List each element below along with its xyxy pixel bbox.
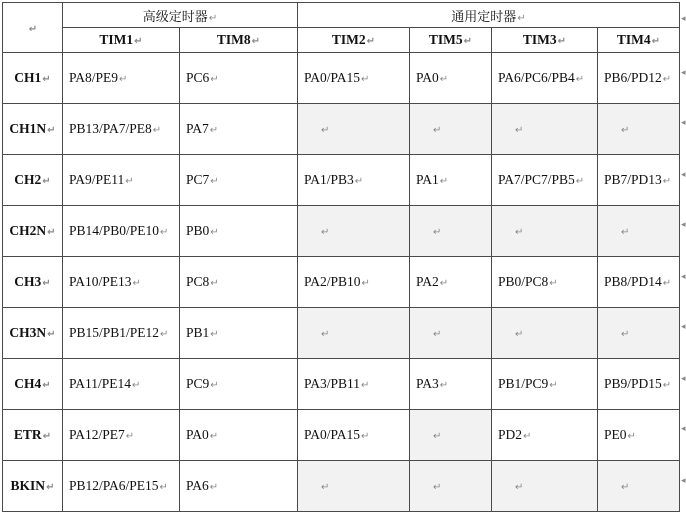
paragraph-mark-icon: ↵ bbox=[439, 74, 449, 85]
paragraph-mark-icon: ↵ bbox=[321, 227, 330, 238]
paragraph-mark-icon: ↵ bbox=[210, 74, 219, 85]
paragraph-mark-icon: ↵ bbox=[125, 176, 134, 187]
group-header bbox=[63, 3, 298, 28]
paragraph-mark-icon: ↵ bbox=[159, 482, 168, 493]
pin-value: PC7 bbox=[186, 172, 210, 187]
paragraph-mark-icon: ↵ bbox=[210, 380, 219, 391]
paragraph-mark-icon: ↵ bbox=[515, 482, 524, 493]
pin-cell bbox=[598, 359, 680, 410]
pin-cell bbox=[63, 257, 180, 308]
pin-value: PB14/PB0/PE10 bbox=[69, 223, 160, 238]
pin-value: PA12/PE7 bbox=[69, 427, 125, 442]
group-header-label: 通用定时器 bbox=[451, 9, 517, 25]
paragraph-mark-icon: ↵ bbox=[152, 125, 162, 136]
pin-value: PA0/PA15 bbox=[304, 427, 361, 442]
pin-cell bbox=[410, 104, 492, 155]
pin-value: PA3/PB11 bbox=[304, 376, 361, 391]
paragraph-mark-icon: ↵ bbox=[433, 431, 442, 442]
pin-cell bbox=[492, 410, 598, 461]
paragraph-mark-icon: ↵ bbox=[621, 329, 630, 340]
pin-cell bbox=[598, 53, 680, 104]
paragraph-mark-icon: ↵ bbox=[132, 278, 141, 289]
paragraph-mark-icon: ↵ bbox=[433, 482, 442, 493]
channel-label-cell bbox=[3, 104, 63, 155]
paragraph-mark-icon: ↵ bbox=[463, 36, 473, 47]
pin-cell bbox=[298, 410, 410, 461]
pin-cell bbox=[598, 155, 680, 206]
pin-cell bbox=[180, 308, 298, 359]
pin-cell bbox=[492, 359, 598, 410]
pin-cell bbox=[598, 308, 680, 359]
channel-label: CH4 bbox=[14, 376, 42, 391]
pin-value: PB0 bbox=[186, 223, 210, 238]
paragraph-mark-icon: ↵ bbox=[47, 329, 56, 340]
channel-label: CH2N bbox=[9, 223, 47, 238]
paragraph-mark-icon: ↵ bbox=[621, 125, 630, 136]
paragraph-mark-icon: ↵ bbox=[321, 329, 330, 340]
timer-header bbox=[410, 28, 492, 53]
pin-cell bbox=[298, 104, 410, 155]
pin-cell bbox=[298, 461, 410, 512]
channel-label-cell bbox=[3, 257, 63, 308]
paragraph-mark-icon: ↵ bbox=[515, 227, 524, 238]
pin-value: PC6 bbox=[186, 70, 210, 85]
channel-label-cell bbox=[3, 410, 63, 461]
pin-cell bbox=[492, 155, 598, 206]
timer-header-label: TIM3 bbox=[522, 32, 557, 47]
paragraph-mark-icon: ↵ bbox=[208, 12, 218, 24]
pin-value: PA2/PB10 bbox=[304, 274, 361, 289]
timer-header bbox=[180, 28, 298, 53]
paragraph-mark-icon: ↵ bbox=[209, 482, 219, 493]
pin-value: PA6/PC6/PB4 bbox=[498, 70, 575, 85]
paragraph-mark-icon: ↵ bbox=[523, 431, 532, 442]
paragraph-mark-icon: ↵ bbox=[251, 36, 261, 47]
paragraph-mark-icon: ↵ bbox=[549, 380, 558, 391]
pin-cell bbox=[492, 257, 598, 308]
paragraph-mark-icon: ↵ bbox=[321, 125, 330, 136]
pin-cell bbox=[180, 410, 298, 461]
paragraph-mark-icon: ↵ bbox=[42, 380, 51, 391]
group-header bbox=[298, 3, 680, 28]
pin-cell bbox=[63, 410, 180, 461]
pin-value: PB13/PA7/PE8 bbox=[69, 121, 152, 136]
row-end-mark-icon: ◂ bbox=[681, 424, 686, 434]
pin-cell bbox=[180, 461, 298, 512]
pin-cell bbox=[410, 359, 492, 410]
pin-value: PA10/PE13 bbox=[69, 274, 132, 289]
table-row bbox=[3, 257, 680, 308]
paragraph-mark-icon: ↵ bbox=[662, 176, 672, 187]
timer-header-label: TIM1 bbox=[99, 32, 134, 47]
paragraph-mark-icon: ↵ bbox=[42, 176, 51, 187]
paragraph-mark-icon: ↵ bbox=[210, 278, 219, 289]
row-end-mark-icon: ◂ bbox=[681, 68, 686, 78]
table-row bbox=[3, 359, 680, 410]
paragraph-mark-icon: ↵ bbox=[132, 380, 141, 391]
paragraph-mark-icon: ↵ bbox=[361, 380, 370, 391]
channel-label: BKIN bbox=[10, 478, 46, 493]
channel-label-cell bbox=[3, 461, 63, 512]
pin-cell bbox=[410, 155, 492, 206]
paragraph-mark-icon: ↵ bbox=[42, 278, 51, 289]
channel-label-cell bbox=[3, 53, 63, 104]
paragraph-mark-icon: ↵ bbox=[517, 12, 526, 24]
channel-label: CH2 bbox=[14, 172, 42, 187]
pin-value: PD2 bbox=[498, 427, 523, 442]
paragraph-mark-icon: ↵ bbox=[439, 380, 449, 391]
pin-value: PA6 bbox=[186, 478, 209, 493]
paragraph-mark-icon: ↵ bbox=[557, 36, 567, 47]
pin-cell bbox=[410, 308, 492, 359]
pin-value: PB0/PC8 bbox=[498, 274, 549, 289]
pin-cell bbox=[492, 104, 598, 155]
pin-cell bbox=[63, 155, 180, 206]
row-end-mark-icon: ◂ bbox=[681, 220, 686, 230]
table-row bbox=[3, 206, 680, 257]
pin-value: PA0 bbox=[416, 70, 439, 85]
paragraph-mark-icon: ↵ bbox=[621, 482, 630, 493]
pin-value: PE0 bbox=[604, 427, 627, 442]
corner-cell bbox=[3, 3, 63, 53]
pin-cell bbox=[180, 53, 298, 104]
paragraph-mark-icon: ↵ bbox=[439, 278, 449, 289]
pin-cell bbox=[598, 104, 680, 155]
pin-value: PB8/PD14 bbox=[604, 274, 662, 289]
timer-pin-table bbox=[2, 2, 680, 512]
paragraph-mark-icon: ↵ bbox=[209, 431, 219, 442]
pin-cell bbox=[63, 461, 180, 512]
pin-cell bbox=[63, 308, 180, 359]
paragraph-mark-icon: ↵ bbox=[210, 329, 219, 340]
table-row bbox=[3, 308, 680, 359]
paragraph-mark-icon: ↵ bbox=[361, 431, 370, 442]
pin-cell bbox=[298, 359, 410, 410]
timer-header bbox=[492, 28, 598, 53]
pin-value: PA0 bbox=[186, 427, 209, 442]
pin-value: PB15/PB1/PE12 bbox=[69, 325, 160, 340]
paragraph-mark-icon: ↵ bbox=[134, 36, 143, 47]
pin-cell bbox=[492, 308, 598, 359]
pin-cell bbox=[180, 104, 298, 155]
pin-value: PA3 bbox=[416, 376, 439, 391]
timer-header-label: TIM5 bbox=[428, 32, 463, 47]
pin-value: PA7/PC7/PB5 bbox=[498, 172, 575, 187]
pin-cell bbox=[410, 53, 492, 104]
paragraph-mark-icon: ↵ bbox=[209, 125, 219, 136]
pin-value: PA0/PA15 bbox=[304, 70, 361, 85]
channel-label: ETR bbox=[13, 427, 42, 442]
pin-value: PA7 bbox=[186, 121, 209, 136]
channel-label: CH3N bbox=[9, 325, 47, 340]
paragraph-mark-icon: ↵ bbox=[515, 329, 524, 340]
paragraph-mark-icon: ↵ bbox=[42, 431, 52, 442]
paragraph-mark-icon: ↵ bbox=[549, 278, 558, 289]
timer-header bbox=[598, 28, 680, 53]
timer-header bbox=[63, 28, 180, 53]
table-row bbox=[3, 53, 680, 104]
timer-header bbox=[298, 28, 410, 53]
pin-cell bbox=[492, 206, 598, 257]
pin-value: PB12/PA6/PE15 bbox=[69, 478, 159, 493]
channel-label: CH1N bbox=[9, 121, 47, 136]
pin-cell bbox=[63, 359, 180, 410]
pin-value: PA8/PE9 bbox=[69, 70, 119, 85]
pin-cell bbox=[298, 257, 410, 308]
paragraph-mark-icon: ↵ bbox=[433, 125, 442, 136]
row-end-mark-icon: ◂ bbox=[681, 272, 686, 282]
paragraph-mark-icon: ↵ bbox=[433, 227, 442, 238]
pin-value: PB1 bbox=[186, 325, 210, 340]
pin-cell bbox=[410, 206, 492, 257]
paragraph-mark-icon: ↵ bbox=[366, 36, 376, 47]
group-header-label: 高级定时器 bbox=[142, 9, 208, 25]
row-end-mark-icon: ◂ bbox=[681, 322, 686, 332]
pin-cell bbox=[180, 155, 298, 206]
pin-cell bbox=[180, 206, 298, 257]
paragraph-mark-icon: ↵ bbox=[627, 431, 636, 442]
pin-cell bbox=[63, 104, 180, 155]
pin-value: PB7/PD13 bbox=[604, 172, 662, 187]
pin-cell bbox=[180, 257, 298, 308]
row-end-mark-icon: ◂ bbox=[681, 118, 686, 128]
pin-value: PC8 bbox=[186, 274, 210, 289]
pin-cell bbox=[298, 206, 410, 257]
timer-header-label: TIM4 bbox=[616, 32, 651, 47]
channel-label-cell bbox=[3, 155, 63, 206]
paragraph-mark-icon: ↵ bbox=[46, 482, 55, 493]
paragraph-mark-icon: ↵ bbox=[575, 74, 585, 85]
paragraph-mark-icon: ↵ bbox=[160, 227, 169, 238]
paragraph-mark-icon: ↵ bbox=[439, 176, 449, 187]
paragraph-mark-icon: ↵ bbox=[125, 431, 135, 442]
pin-cell bbox=[492, 461, 598, 512]
pin-cell bbox=[298, 53, 410, 104]
paragraph-mark-icon: ↵ bbox=[321, 482, 330, 493]
pin-value: PA1/PB3 bbox=[304, 172, 354, 187]
pin-cell bbox=[298, 308, 410, 359]
paragraph-mark-icon: ↵ bbox=[354, 176, 364, 187]
paragraph-mark-icon: ↵ bbox=[433, 329, 442, 340]
paragraph-mark-icon: ↵ bbox=[651, 36, 661, 47]
paragraph-mark-icon: ↵ bbox=[621, 227, 630, 238]
pin-value: PA11/PE14 bbox=[69, 376, 132, 391]
pin-value: PB9/PD15 bbox=[604, 376, 662, 391]
channel-label: CH3 bbox=[14, 274, 42, 289]
paragraph-mark-icon: ↵ bbox=[515, 125, 524, 136]
row-end-mark-icon: ◂ bbox=[681, 476, 686, 486]
paragraph-mark-icon: ↵ bbox=[47, 227, 56, 238]
paragraph-mark-icon: ↵ bbox=[210, 227, 219, 238]
paragraph-mark-icon: ↵ bbox=[210, 176, 219, 187]
channel-label-cell bbox=[3, 206, 63, 257]
timer-header-label: TIM8 bbox=[216, 32, 251, 47]
paragraph-mark-icon: ↵ bbox=[28, 23, 38, 35]
pin-cell bbox=[298, 155, 410, 206]
table-row bbox=[3, 104, 680, 155]
pin-cell bbox=[598, 410, 680, 461]
pin-value: PC9 bbox=[186, 376, 210, 391]
pin-cell bbox=[180, 359, 298, 410]
paragraph-mark-icon: ↵ bbox=[662, 278, 672, 289]
paragraph-mark-icon: ↵ bbox=[662, 74, 672, 85]
channel-label-cell bbox=[3, 359, 63, 410]
pin-cell bbox=[410, 461, 492, 512]
table-row bbox=[3, 461, 680, 512]
pin-cell bbox=[63, 53, 180, 104]
pin-value: PB6/PD12 bbox=[604, 70, 662, 85]
pin-value: PA1 bbox=[416, 172, 439, 187]
row-end-mark-icon: ◂ bbox=[681, 374, 686, 384]
pin-cell bbox=[410, 410, 492, 461]
row-end-mark-icon: ◂ bbox=[681, 14, 686, 24]
channel-label-cell bbox=[3, 308, 63, 359]
pin-cell bbox=[598, 206, 680, 257]
paragraph-mark-icon: ↵ bbox=[160, 329, 169, 340]
paragraph-mark-icon: ↵ bbox=[662, 380, 672, 391]
paragraph-marks bbox=[681, 0, 686, 523]
pin-cell bbox=[492, 53, 598, 104]
pin-value: PA2 bbox=[416, 274, 439, 289]
row-end-mark-icon: ◂ bbox=[681, 170, 686, 180]
paragraph-mark-icon: ↵ bbox=[42, 74, 51, 85]
paragraph-mark-icon: ↵ bbox=[575, 176, 585, 187]
table-row bbox=[3, 155, 680, 206]
pin-cell bbox=[410, 257, 492, 308]
timer-header-label: TIM2 bbox=[331, 32, 366, 47]
paragraph-mark-icon: ↵ bbox=[361, 278, 370, 289]
paragraph-mark-icon: ↵ bbox=[119, 74, 128, 85]
paragraph-mark-icon: ↵ bbox=[361, 74, 370, 85]
table-row bbox=[3, 410, 680, 461]
pin-value: PA9/PE11 bbox=[69, 172, 125, 187]
pin-cell bbox=[63, 206, 180, 257]
paragraph-mark-icon: ↵ bbox=[47, 125, 56, 136]
channel-label: CH1 bbox=[14, 70, 42, 85]
pin-cell bbox=[598, 461, 680, 512]
pin-cell bbox=[598, 257, 680, 308]
pin-value: PB1/PC9 bbox=[498, 376, 549, 391]
